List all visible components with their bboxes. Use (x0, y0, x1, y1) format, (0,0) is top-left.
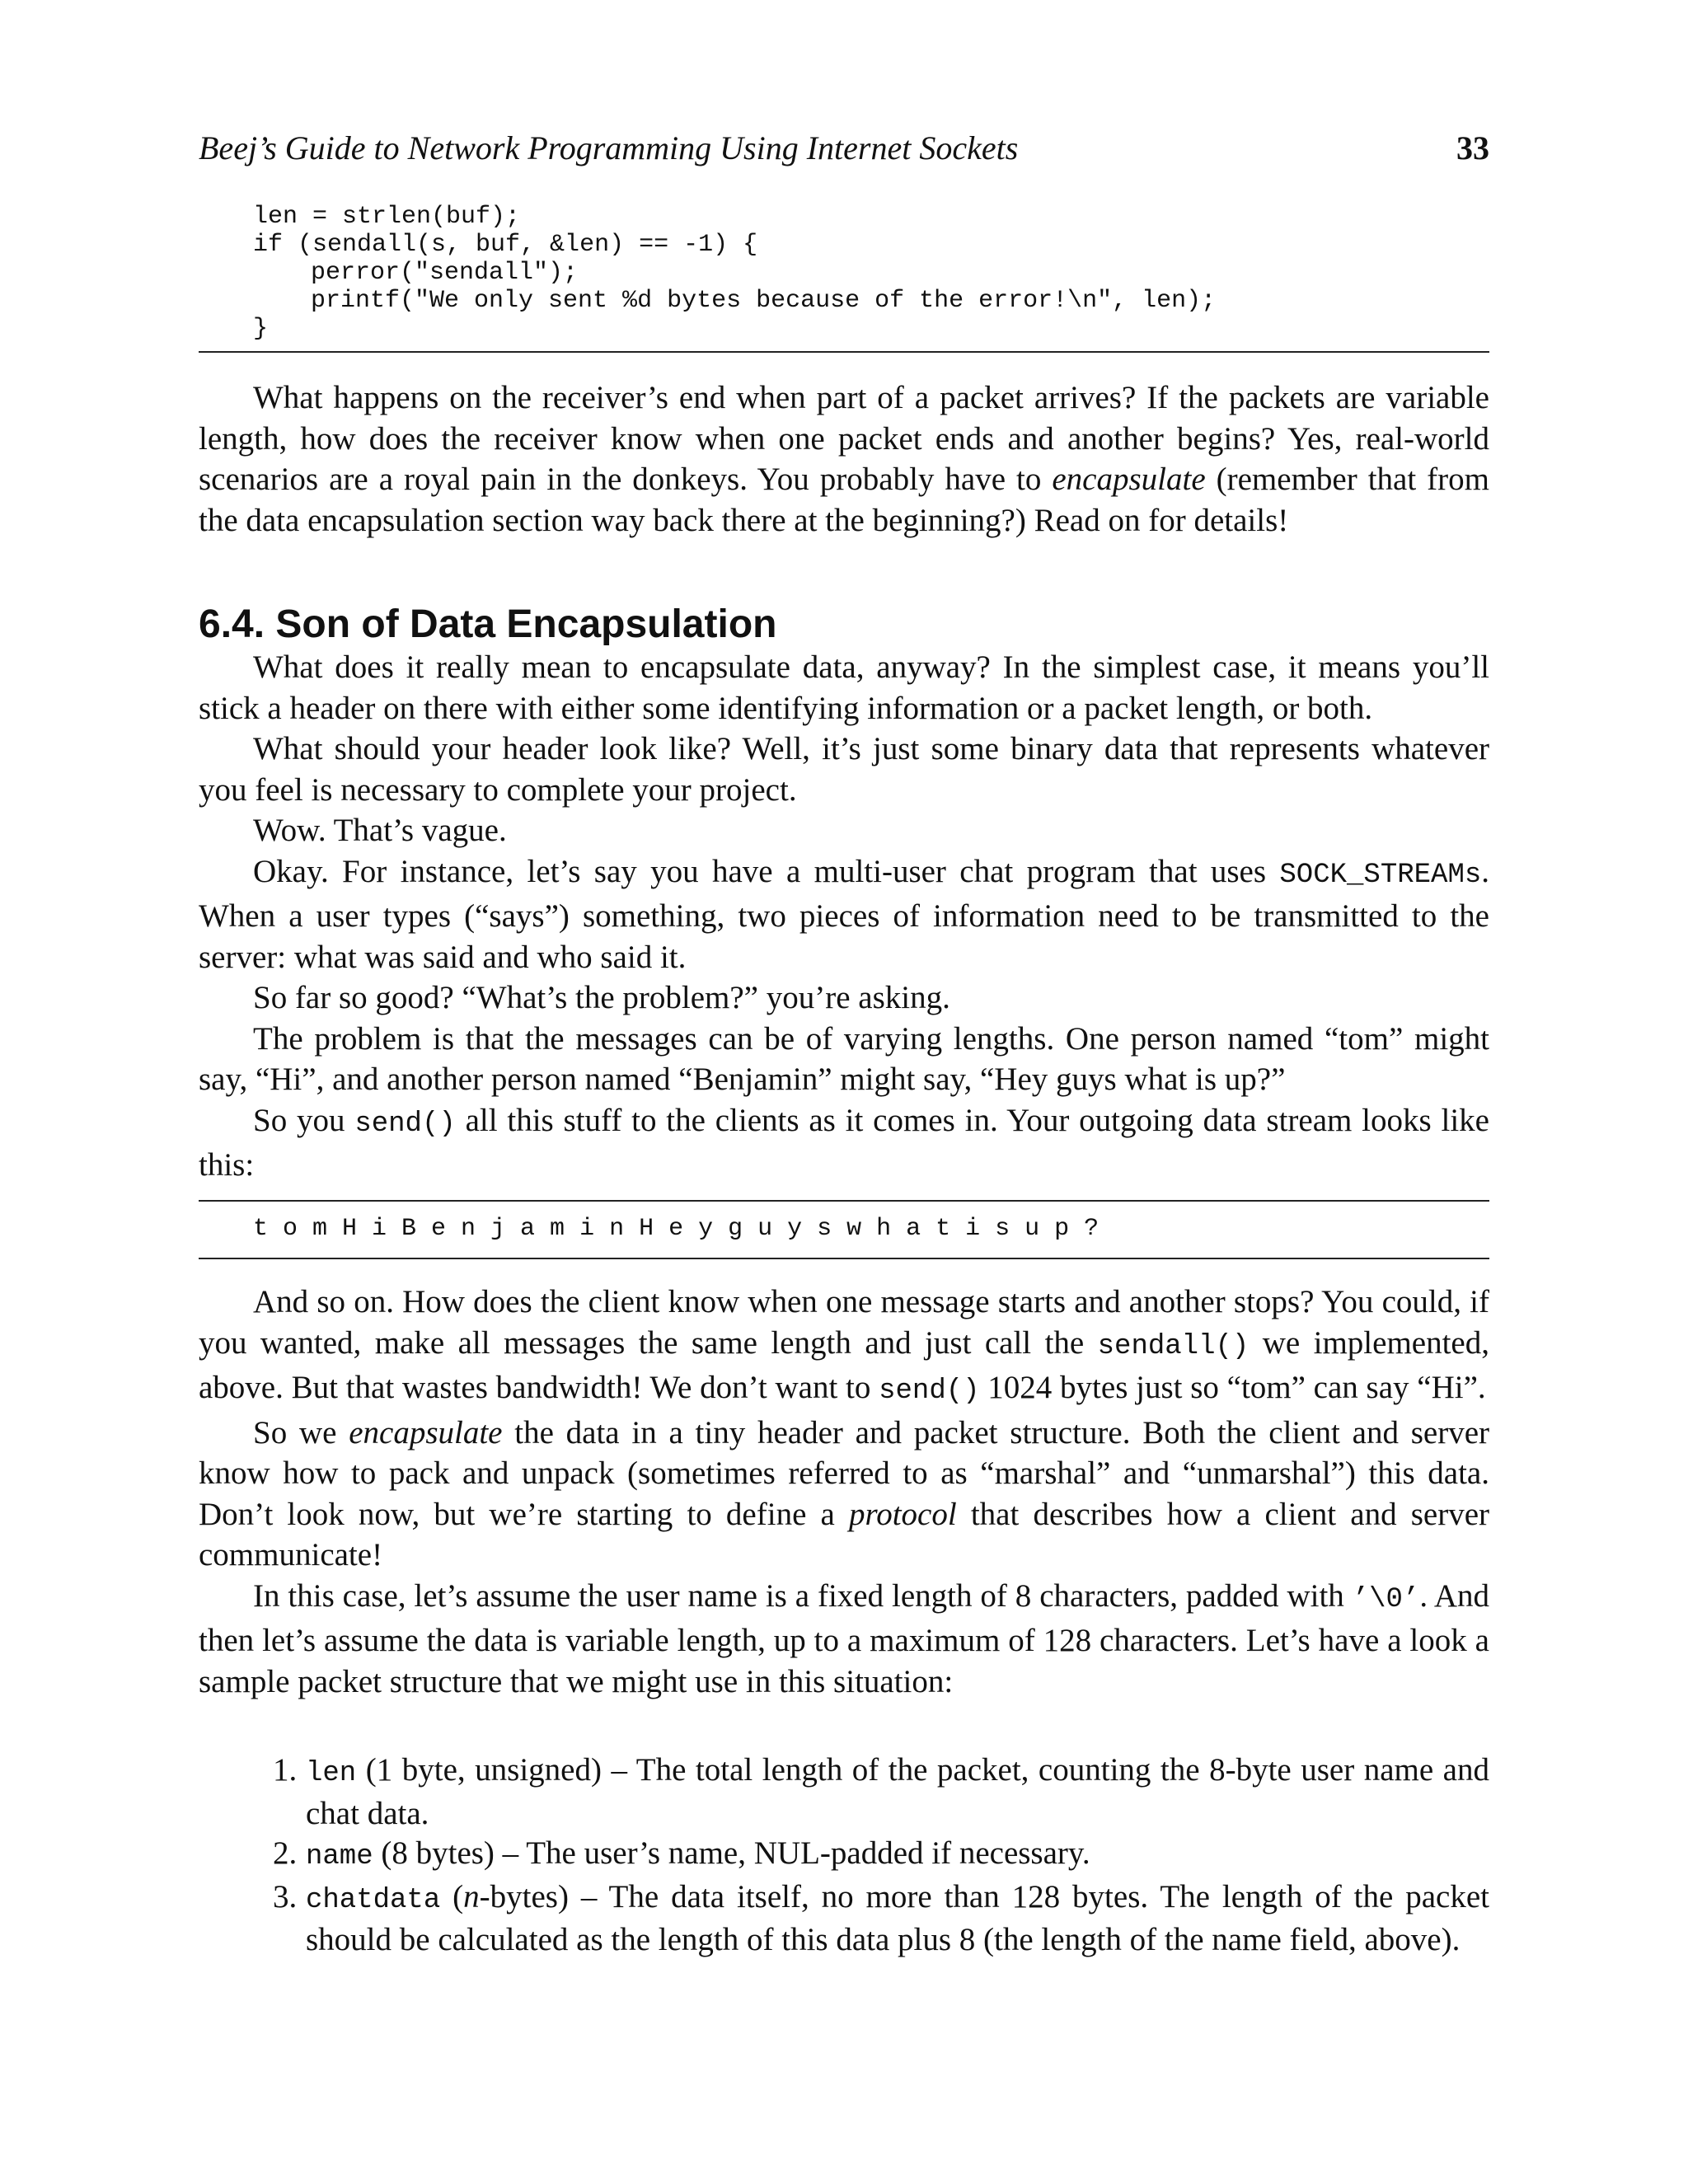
code-line: } (253, 315, 269, 343)
inline-code: ’\0’ (1352, 1583, 1420, 1615)
inline-code: sendall() (1097, 1330, 1250, 1362)
inline-code: name (306, 1841, 373, 1872)
section-body (199, 647, 1489, 1186)
inline-code: send() (354, 1108, 456, 1140)
paragraph: What should your header look like? Well, it’s just some binary data that represents whatever you feel is necessary to complete your project. (199, 731, 1489, 808)
stream-top-rule (199, 1200, 1489, 1202)
code-block-rule (199, 351, 1489, 353)
page-number: 33 (1456, 129, 1489, 166)
code-block-sendall (199, 203, 1489, 343)
section-heading: 6.4. Son of Data Encapsulation (199, 602, 777, 646)
stream-bottom-rule (199, 1258, 1489, 1259)
paragraph: The problem is that the messages can be of varying lengths. One person named “tom” might say, “Hi”, and another person named “Benjamin” might say, “Hey guys what is up?” (199, 1020, 1489, 1097)
paragraph: What does it really mean to encapsulate data, anyway? In the simplest case, it means you’ll stick a header on there with either some identifying information or a packet length, or both. (199, 649, 1489, 726)
code-line: len = strlen(buf); (253, 203, 521, 231)
paragraph: Wow. That’s vague. (253, 813, 507, 848)
list-item: 1. len (1 byte, unsigned) – The total length of the packet, counting the 8-byte user name and chat data. (273, 1752, 1489, 1831)
paragraph: So you send() all this stuff to the clients as it comes in. Your outgoing data stream looks like this: (199, 1102, 1489, 1183)
list-item: 2. name (8 bytes) – The user’s name, NUL-padded if necessary. (273, 1835, 1090, 1872)
inline-code: SOCK_STREAMs (1279, 859, 1482, 891)
paragraph: So we encapsulate the data in a tiny header and packet structure. Both the client and server know how to pack and unpack (sometimes referred to as “marshal” and “unmarshal”) this data. Don’t look now, but we’re starting to define a protocol that describes how a client and server communicate! (199, 1414, 1489, 1572)
packet-structure-list (199, 1750, 1489, 1961)
after-stream-body (199, 1282, 1489, 1702)
intro-paragraph-block (199, 377, 1489, 541)
inline-code: chatdata (306, 1884, 441, 1916)
running-title: Beej’s Guide to Network Programming Using Internet Sockets (199, 129, 1019, 166)
code-line: printf("We only sent %d bytes because of the error!\n", len); (311, 287, 1217, 315)
data-stream-example: t o m H i B e n j a m i n H e y g u y s w h a t i s u p ? (253, 1215, 1100, 1243)
paragraph: Okay. For instance, let’s say you have a multi-user chat program that uses SOCK_STREAMs. When a user types (“says”) something, two pieces of information need to be transmitted to the server: what was said and who said it. (199, 853, 1489, 975)
inline-code: len (306, 1758, 357, 1789)
code-line: if (sendall(s, buf, &len) == -1) { (253, 231, 758, 259)
paragraph: And so on. How does the client know when one message starts and another stops? You could, if you wanted, make all messages the same length and just call the sendall() we implemented, above. But that wastes bandwidth! We don’t want to send() 1024 bytes just so “tom” can say “Hi”. (199, 1284, 1489, 1407)
list-item: 3. chatdata (n-bytes) – The data itself, no more than 128 bytes. The length of the packet should be calculated as the length of this data plus 8 (the length of the name field, above). (273, 1878, 1489, 1957)
inline-code: send() (879, 1376, 980, 1407)
intro-paragraph: What happens on the receiver’s end when part of a packet arrives? If the packets are variable length, how does the receiver know when one packet ends and another begins? Yes, real-world scenarios are a royal pain in the donkeys. You probably have to encapsulate (remember that from the data encapsulation section way back there at the beginning?) Read on for details! (199, 380, 1489, 538)
paragraph: In this case, let’s assume the user name is a fixed length of 8 characters, padded with ’\0’. And then let’s assume the data is variable length, up to a maximum of 128 characters. Let’s have a look a sample packet structure that we might use in this situation: (199, 1577, 1489, 1699)
paragraph: So far so good? “What’s the problem?” you’re asking. (253, 980, 950, 1015)
code-line: perror("sendall"); (311, 259, 579, 287)
running-header (199, 124, 1489, 173)
